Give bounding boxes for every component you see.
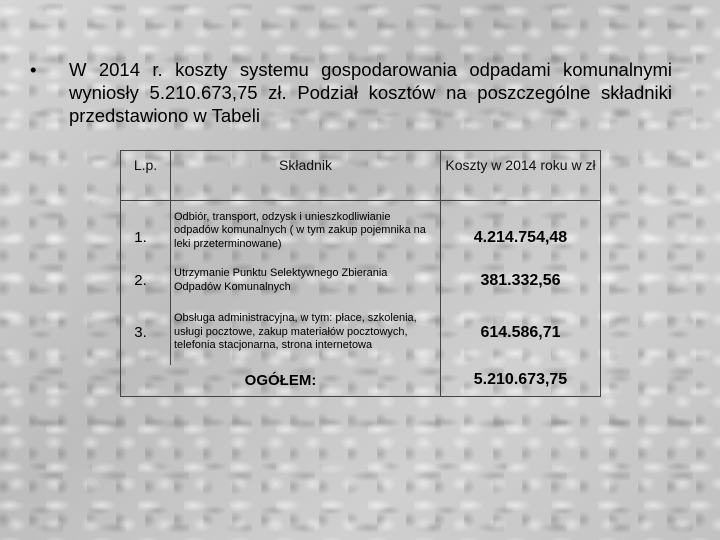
intro-paragraph [30,58,672,127]
row-cost: 381.332,56 [441,261,601,301]
table-header-row [121,151,601,201]
table-row [121,201,601,261]
row-cost: 614.586,71 [441,301,601,365]
table-row [121,301,601,365]
table-row [121,261,601,301]
row-item: Obsługa administracyjna, w tym: płace, szkolenia, usługi pocztowe, zakup materiałów pocztowych, telefonia stacjonarna, strona internetowa [171,301,441,365]
row-number: 2. [121,261,171,301]
header-item: Składnik [171,151,441,201]
total-value: 5.210.673,75 [441,365,601,397]
header-cost: Koszty w 2014 roku w zł [441,151,601,201]
intro-text: W 2014 r. koszty systemu gospodarowania odpadami komunalnymi wyniosły 5.210.673,75 zł. Podział kosztów na poszczególne składniki przedstawiono w Tabeli [69,59,672,126]
header-lp: L.p. [121,151,171,201]
row-number: 3. [121,301,171,365]
table-total-row [121,365,601,397]
row-item: Utrzymanie Punktu Selektywnego Zbierania Odpadów Komunalnych [171,261,441,301]
total-label: OGÓŁEM: [121,365,441,397]
row-number: 1. [121,201,171,261]
bullet-point: • [30,59,37,80]
row-item: Odbiór, transport, odzysk i unieszkodliwianie odpadów komunalnych ( w tym zakup pojemnika na leki przeterminowane) [171,201,441,261]
row-cost: 4.214.754,48 [441,201,601,261]
cost-breakdown-table [120,150,601,397]
